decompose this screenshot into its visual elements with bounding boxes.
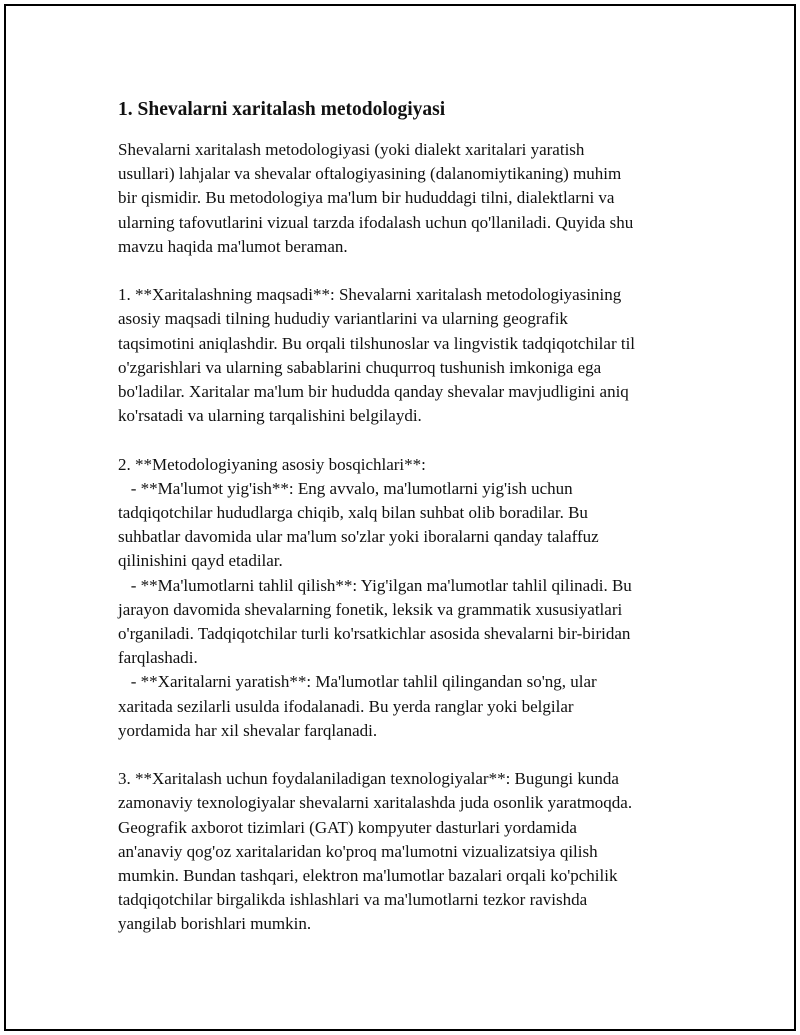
paragraph-line: mavzu haqida ma'lumot beraman. [118,236,348,256]
paragraph-line: ularning tafovutlarini vizual tarzda ifodalash uchun qo'llaniladi. Quyida shu [118,212,634,232]
paragraph-line: farqlashadi. [118,648,198,668]
paragraph-line: Shevalarni xaritalash metodologiyasi (yoki dialekt xaritalari yaratish [118,140,585,159]
paragraph [118,767,688,936]
paragraph-line: yordamida har xil shevalar farqlanadi. [118,720,378,740]
paragraph-line: an'anaviy qog'oz xaritalaridan ko'proq ma'lumotni vizualizatsiya qilish [118,841,598,861]
paragraph-line: - **Xaritalarni yaratish**: Ma'lumotlar tahlil qilingandan so'ng, ular [118,672,597,692]
paragraph-line: jarayon davomida shevalarning fonetik, leksik va grammatik xususiyatlari [118,599,623,619]
paragraph-line: asosiy maqsadi tilning hududiy variantlarini va ularning geografik [118,309,568,329]
section-heading: 1. Shevalarni xaritalash metodologiyasi [118,99,446,120]
paragraph-line: bir qismidir. Bu metodologiya ma'lum bir hududdagi tilni, dialektlarni va [118,188,615,208]
paragraph-line: yangilab borishlari mumkin. [118,914,312,934]
paragraph-line: taqsimotini aniqlashdir. Bu orqali tilshunoslar va lingvistik tadqiqotchilar til [118,333,636,353]
paragraph-line: zamonaviy texnologiyalar shevalarni xaritalashda juda osonlik yaratmoqda. [118,793,633,813]
paragraph-line: - **Ma'lumotlarni tahlil qilish**: Yig'ilgan ma'lumotlar tahlil qilinadi. Bu [118,575,632,595]
paragraph-line: - **Ma'lumot yig'ish**: Eng avvalo, ma'lumotlarni yig'ish uchun [118,478,573,498]
paragraph-line: 3. **Xaritalash uchun foydalaniladigan texnologiyalar**: Bugungi kunda [118,769,619,789]
paragraph [118,138,688,259]
paragraph-line: o'rganiladi. Tadqiqotchilar turli ko'rsatkichlar asosida shevalarni bir-biridan [118,624,631,644]
paragraph-line: o'zgarishlari va ularning sabablarini chuqurroq tushunish imkoniga ega [118,357,602,377]
paragraph-line: xaritada sezilarli usulda ifodalanadi. Bu yerda ranglar yoki belgilar [118,696,574,716]
paragraph-line: tadqiqotchilar birgalikda ishlashlari va ma'lumotlarni tezkor ravishda [118,890,588,910]
document-content [118,94,688,961]
paragraph-line: Geografik axborot tizimlari (GAT) kompyuter dasturlari yordamida [118,817,577,837]
paragraph [118,453,688,743]
paragraph-line: ko'rsatadi va ularning tarqalishini belgilaydi. [118,406,422,426]
paragraph-list [118,138,688,937]
paragraph [118,283,688,428]
paragraph-line: mumkin. Bundan tashqari, elektron ma'lumotlar bazalari orqali ko'pchilik [118,866,618,886]
paragraph-line: bo'ladilar. Xaritalar ma'lum bir hududda qanday shevalar mavjudligini aniq [118,382,629,402]
document-page [4,4,796,1031]
paragraph-line: qilinishini qayd etadilar. [118,551,283,571]
paragraph-line: suhbatlar davomida ular ma'lum so'zlar yoki iboralarni qanday talaffuz [118,527,599,547]
paragraph-line: usullari) lahjalar va shevalar oftalogiyasining (dalanomiytikaning) muhim [118,164,622,184]
paragraph-line: tadqiqotchilar hududlarga chiqib, xalq bilan suhbat olib boradilar. Bu [118,503,588,523]
paragraph-line: 2. **Metodologiyaning asosiy bosqichlari**: [118,454,426,474]
paragraph-line: 1. **Xaritalashning maqsadi**: Shevalarni xaritalash metodologiyasining [118,285,622,305]
